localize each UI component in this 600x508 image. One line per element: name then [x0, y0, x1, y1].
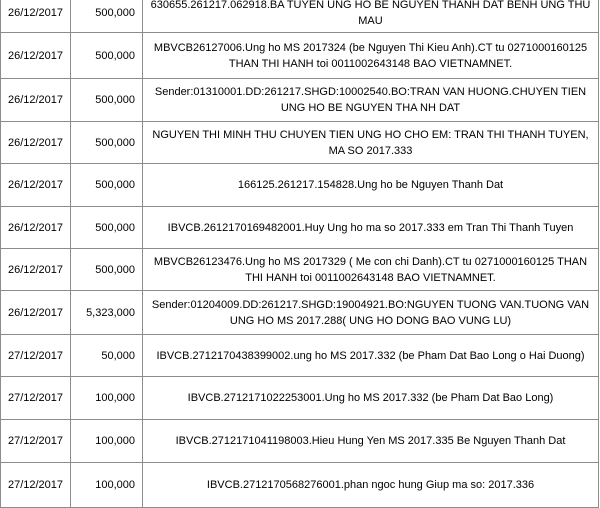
table-row: [1, 207, 599, 249]
description-cell: Sender:01310001.DD:261217.SHGD:10002540.BO:TRAN VAN HUONG.CHUYEN TIEN UNG HO BE NGUYEN THA NH DAT: [143, 79, 599, 122]
amount-cell: 500,000: [71, 249, 143, 291]
amount-cell: 500,000: [71, 207, 143, 249]
table-row: [1, 335, 599, 377]
table-row: [1, 79, 599, 122]
amount-cell: 50,000: [71, 335, 143, 377]
table-row: [1, 377, 599, 420]
description-cell: IBVCB.2712171041198003.Hieu Hung Yen MS 2017.335 Be Nguyen Thanh Dat: [143, 420, 599, 463]
table-row: [1, 291, 599, 335]
table-row: [1, 122, 599, 164]
amount-cell: 5,323,000: [71, 291, 143, 335]
amount-cell: 500,000: [71, 79, 143, 122]
amount-cell: 500,000: [71, 0, 143, 33]
date-cell: 26/12/2017: [1, 122, 71, 164]
date-cell: 27/12/2017: [1, 420, 71, 463]
amount-cell: 500,000: [71, 33, 143, 79]
amount-cell: 500,000: [71, 122, 143, 164]
date-cell: 26/12/2017: [1, 249, 71, 291]
description-cell: IBVCB.2712170568276001.phan ngoc hung Giup ma so: 2017.336: [143, 463, 599, 508]
description-cell: 166125.261217.154828.Ung ho be Nguyen Thanh Dat: [143, 164, 599, 207]
date-cell: 26/12/2017: [1, 291, 71, 335]
table-row: [1, 249, 599, 291]
date-cell: 27/12/2017: [1, 377, 71, 420]
description-cell: NGUYEN THI MINH THU CHUYEN TIEN UNG HO CHO EM: TRAN THI THANH TUYEN, MA SO 2017.333: [143, 122, 599, 164]
amount-cell: 500,000: [71, 164, 143, 207]
table-row: [1, 164, 599, 207]
table-row: [1, 420, 599, 463]
amount-cell: 100,000: [71, 463, 143, 508]
amount-cell: 100,000: [71, 420, 143, 463]
date-cell: 26/12/2017: [1, 164, 71, 207]
date-cell: 26/12/2017: [1, 33, 71, 79]
description-cell: 630655.261217.062918.BA TUYEN UNG HO BE NGUYEN THANH DAT BENH UNG THU MAU: [143, 0, 599, 33]
description-cell: MBVCB26123476.Ung ho MS 2017329 ( Me con chi Danh).CT tu 0271000160125 THAN THI HANH toi 0011002643148 BAO VIETNAMNET.: [143, 249, 599, 291]
description-cell: Sender:01204009.DD:261217.SHGD:19004921.BO:NGUYEN TUONG VAN.TUONG VAN UNG HO MS 2017.288( UNG HO DONG BAO VUNG LU): [143, 291, 599, 335]
amount-cell: 100,000: [71, 377, 143, 420]
description-cell: IBVCB.2712170438399002.ung ho MS 2017.332 (be Pham Dat Bao Long o Hai Duong): [143, 335, 599, 377]
date-cell: 27/12/2017: [1, 335, 71, 377]
table-row: [1, 33, 599, 79]
description-cell: MBVCB26127006.Ung ho MS 2017324 (be Nguyen Thi Kieu Anh).CT tu 0271000160125 THAN THI HANH toi 0011002643148 BAO VIETNAMNET.: [143, 33, 599, 79]
date-cell: 26/12/2017: [1, 207, 71, 249]
description-cell: IBVCB.2612170169482001.Huy Ung ho ma so 2017.333 em Tran Thi Thanh Tuyen: [143, 207, 599, 249]
description-cell: IBVCB.2712171022253001.Ung ho MS 2017.332 (be Pham Dat Bao Long): [143, 377, 599, 420]
date-cell: 26/12/2017: [1, 79, 71, 122]
table-row: [1, 463, 599, 508]
date-cell: 26/12/2017: [1, 0, 71, 33]
date-cell: 27/12/2017: [1, 463, 71, 508]
table-row: [1, 0, 599, 33]
